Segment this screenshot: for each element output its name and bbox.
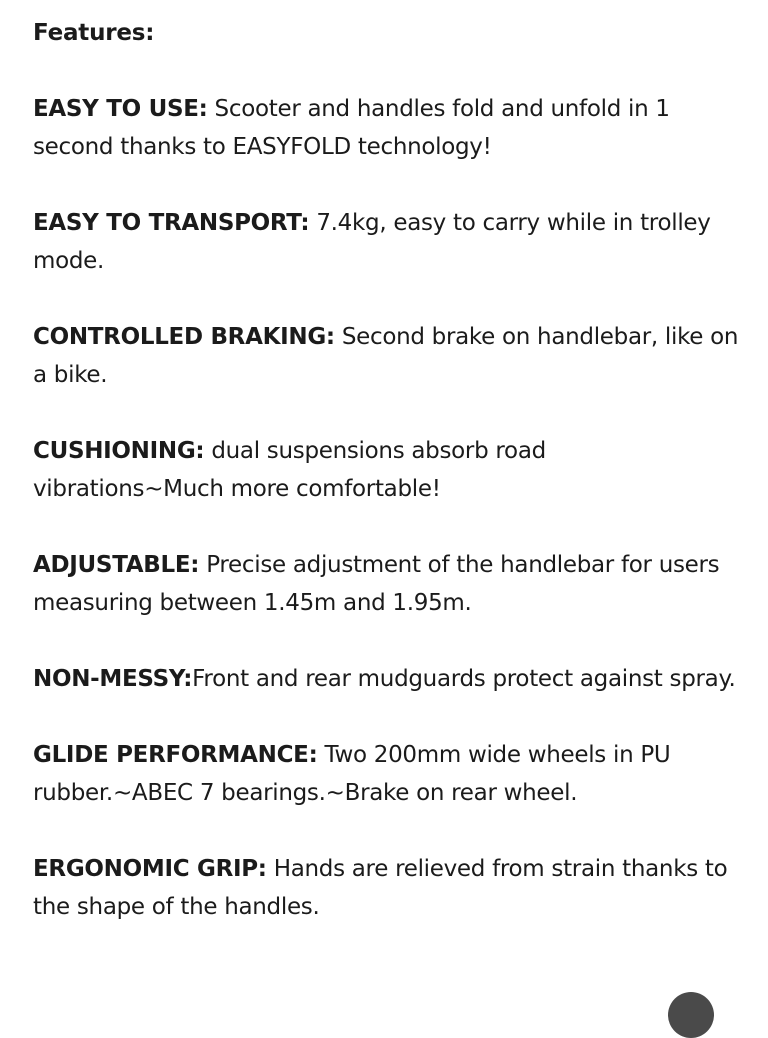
feature-label: EASY TO TRANSPORT: — [33, 210, 310, 236]
feature-text: Two 200mm wide wheels in PU rubber.~ABEC 7 bearings.~Brake on rear wheel. — [33, 742, 671, 806]
feature-text: Hands are relieved from strain thanks to the shape of the handles. — [33, 856, 728, 920]
feature-label: NON-MESSY: — [33, 666, 193, 692]
feature-ergonomic-grip — [33, 850, 743, 926]
feature-label: ERGONOMIC GRIP: — [33, 856, 267, 882]
feature-text: Precise adjustment of the handlebar for users measuring between 1.45m and 1.95m. — [33, 552, 720, 616]
feature-text: Second brake on handlebar, like on a bike. — [33, 324, 739, 388]
feature-text: 7.4kg, easy to carry while in trolley mode. — [33, 210, 711, 274]
feature-non-messy — [33, 660, 743, 698]
feature-label: ADJUSTABLE: — [33, 552, 200, 578]
product-description — [33, 14, 743, 926]
feature-easy-to-use — [33, 90, 743, 166]
feature-text: dual suspensions absorb road vibrations~Much more comfortable! — [33, 438, 546, 502]
feature-text: Front and rear mudguards protect against spray. — [192, 666, 736, 692]
features-heading: Features: — [33, 20, 155, 46]
features-list — [33, 90, 743, 926]
feature-easy-to-transport — [33, 204, 743, 280]
feature-label: EASY TO USE: — [33, 96, 208, 122]
feature-label: CONTROLLED BRAKING: — [33, 324, 335, 350]
feature-label: CUSHIONING: — [33, 438, 205, 464]
feature-adjustable — [33, 546, 743, 622]
feature-cushioning — [33, 432, 743, 508]
feature-label: GLIDE PERFORMANCE: — [33, 742, 318, 768]
feature-text: Scooter and handles fold and unfold in 1 second thanks to EASYFOLD technology! — [33, 96, 670, 160]
scroll-to-top-button[interactable] — [668, 992, 714, 1038]
feature-glide-performance — [33, 736, 743, 812]
feature-controlled-braking — [33, 318, 743, 394]
